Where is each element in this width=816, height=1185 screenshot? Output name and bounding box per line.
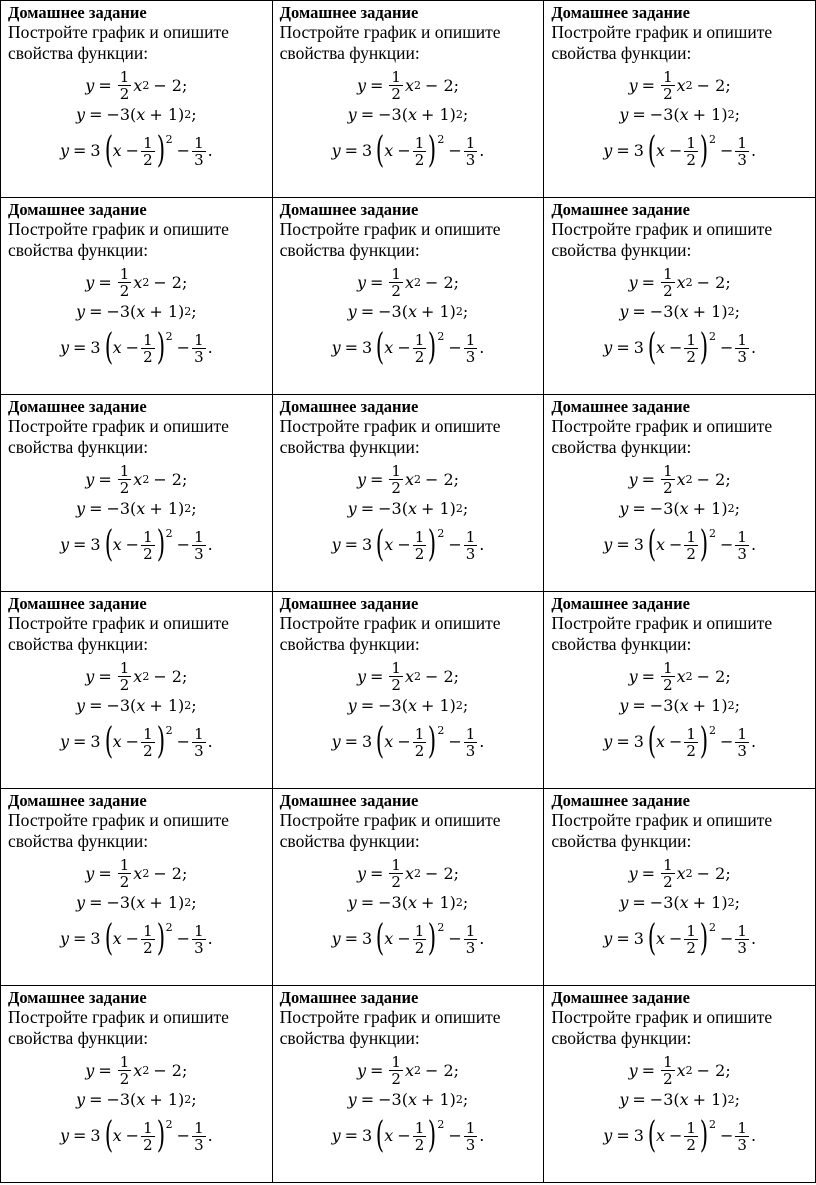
- formula-3: y = 3 ( x − $\frac{1}{2}$ ) 2 − $\frac{1}{3}$ .: [59, 1115, 213, 1156]
- formula-3: y = 3 ( x − $\frac{1}{2}$ ) 2 − $\frac{1}{3}$ .: [603, 1115, 757, 1156]
- card-title: Домашнее задание: [8, 988, 147, 1007]
- fraction: $\frac{1}{3}$: [194, 724, 204, 760]
- homework-card: [1, 789, 273, 986]
- fraction: $\frac{1}{2}$: [119, 856, 130, 891]
- formula-list: [551, 855, 808, 961]
- formula-1: y = $\frac{1}{2}$ x 2 − 2;: [356, 265, 460, 300]
- formula-1: y = $\frac{1}{2}$ x 2 − 2;: [85, 462, 188, 497]
- fraction: $\frac{1}{2}$: [663, 856, 673, 891]
- formula-1: y = $\frac{1}{2}$ x 2 − 2;: [356, 1053, 460, 1088]
- formula-list: [551, 67, 808, 173]
- homework-card: [272, 789, 544, 986]
- fraction: $\frac{1}{2}$: [663, 68, 673, 103]
- card-title: Домашнее задание: [551, 397, 690, 416]
- fraction: $\frac{1}{2}$: [143, 527, 153, 563]
- worksheet-grid-body: [1, 1, 816, 1183]
- fraction: $\frac{1}{2}$: [663, 265, 673, 300]
- formula-3: y = 3 ( x − $\frac{1}{2}$ ) 2 − $\frac{1}{3}$ .: [331, 327, 485, 368]
- card-instruction: Постройте график и опишите свойства функции:: [551, 22, 773, 63]
- homework-card: [1, 395, 273, 592]
- formula-list: [8, 461, 265, 567]
- card-title: Домашнее задание: [8, 200, 147, 219]
- formula-1: y = $\frac{1}{2}$ x 2 − 2;: [628, 462, 731, 497]
- formula-list: [8, 855, 265, 961]
- fraction: $\frac{1}{3}$: [737, 527, 747, 563]
- formula-3: y = 3 ( x − $\frac{1}{2}$ ) 2 − $\frac{1}{3}$ .: [603, 721, 757, 762]
- homework-card: [1, 592, 273, 789]
- fraction: $\frac{1}{3}$: [194, 1118, 204, 1154]
- formula-1: y = $\frac{1}{2}$ x 2 − 2;: [628, 265, 731, 300]
- fraction: $\frac{1}{2}$: [663, 462, 673, 497]
- formula-list: [280, 461, 537, 567]
- card-instruction: Постройте график и опишите свойства функции:: [551, 810, 773, 851]
- fraction: $\frac{1}{2}$: [119, 1053, 130, 1088]
- formula-2: y = −3( x + 1) 2 ;: [76, 105, 197, 124]
- fraction: $\frac{1}{2}$: [686, 1118, 696, 1154]
- fraction: $\frac{1}{3}$: [465, 1118, 476, 1154]
- formula-list: [551, 658, 808, 764]
- formula-1: y = $\frac{1}{2}$ x 2 − 2;: [85, 659, 188, 694]
- homework-card: [272, 592, 544, 789]
- fraction: $\frac{1}{2}$: [119, 462, 130, 497]
- formula-1: y = $\frac{1}{2}$ x 2 − 2;: [356, 856, 460, 891]
- fraction: $\frac{1}{2}$: [686, 724, 696, 760]
- fraction: $\frac{1}{2}$: [143, 133, 153, 169]
- homework-card: [544, 986, 816, 1183]
- formula-list: [280, 67, 537, 173]
- fraction: $\frac{1}{2}$: [414, 1118, 425, 1154]
- fraction: $\frac{1}{2}$: [686, 921, 696, 957]
- fraction: $\frac{1}{3}$: [737, 1118, 747, 1154]
- formula-2: y = −3( x + 1) 2 ;: [347, 893, 469, 912]
- fraction: $\frac{1}{2}$: [414, 724, 425, 760]
- fraction: $\frac{1}{2}$: [414, 921, 425, 957]
- card-title: Домашнее задание: [279, 3, 419, 22]
- fraction: $\frac{1}{2}$: [414, 133, 425, 169]
- fraction: $\frac{1}{3}$: [465, 527, 476, 563]
- fraction: $\frac{1}{3}$: [465, 921, 476, 957]
- card-instruction: Постройте график и опишите свойства функции:: [8, 416, 229, 457]
- formula-3: y = 3 ( x − $\frac{1}{2}$ ) 2 − $\frac{1}{3}$ .: [59, 327, 213, 368]
- card-title: Домашнее задание: [279, 594, 419, 613]
- formula-list: [280, 658, 537, 764]
- homework-card: [272, 986, 544, 1183]
- formula-3: y = 3 ( x − $\frac{1}{2}$ ) 2 − $\frac{1}{3}$ .: [331, 721, 485, 762]
- fraction: $\frac{1}{2}$: [119, 659, 130, 694]
- formula-1: y = $\frac{1}{2}$ x 2 − 2;: [628, 1053, 731, 1088]
- card-row: [1, 789, 816, 986]
- homework-card: [544, 789, 816, 986]
- formula-list: [8, 658, 265, 764]
- formula-3: y = 3 ( x − $\frac{1}{2}$ ) 2 − $\frac{1}{3}$ .: [59, 524, 213, 565]
- fraction: $\frac{1}{3}$: [194, 133, 204, 169]
- formula-2: y = −3( x + 1) 2 ;: [619, 893, 740, 912]
- formula-1: y = $\frac{1}{2}$ x 2 − 2;: [356, 659, 460, 694]
- formula-3: y = 3 ( x − $\frac{1}{2}$ ) 2 − $\frac{1}{3}$ .: [603, 327, 757, 368]
- formula-2: y = −3( x + 1) 2 ;: [76, 893, 197, 912]
- card-title: Домашнее задание: [8, 791, 147, 810]
- card-row: [1, 395, 816, 592]
- fraction: $\frac{1}{3}$: [465, 133, 476, 169]
- formula-3: y = 3 ( x − $\frac{1}{2}$ ) 2 − $\frac{1}{3}$ .: [331, 524, 485, 565]
- card-instruction: Постройте график и опишите свойства функции:: [551, 1007, 773, 1048]
- formula-3: y = 3 ( x − $\frac{1}{2}$ ) 2 − $\frac{1}{3}$ .: [603, 524, 757, 565]
- card-row: [1, 592, 816, 789]
- formula-2: y = −3( x + 1) 2 ;: [347, 302, 469, 321]
- fraction: $\frac{1}{3}$: [194, 330, 204, 366]
- fraction: $\frac{1}{2}$: [686, 527, 696, 563]
- card-row: [1, 1, 816, 198]
- fraction: $\frac{1}{2}$: [686, 133, 696, 169]
- formula-3: y = 3 ( x − $\frac{1}{2}$ ) 2 − $\frac{1}{3}$ .: [603, 130, 757, 171]
- formula-2: y = −3( x + 1) 2 ;: [619, 302, 740, 321]
- homework-card: [272, 395, 544, 592]
- formula-list: [280, 264, 537, 370]
- homework-card: [272, 198, 544, 395]
- card-instruction: Постройте график и опишите свойства функции:: [279, 416, 501, 457]
- card-title: Домашнее задание: [279, 397, 419, 416]
- card-title: Домашнее задание: [551, 3, 690, 22]
- fraction: $\frac{1}{2}$: [391, 265, 401, 300]
- card-instruction: Постройте график и опишите свойства функции:: [8, 1007, 229, 1048]
- card-instruction: Постройте график и опишите свойства функции:: [551, 219, 773, 260]
- formula-3: y = 3 ( x − $\frac{1}{2}$ ) 2 − $\frac{1}{3}$ .: [59, 130, 213, 171]
- card-title: Домашнее задание: [8, 397, 147, 416]
- formula-list: [280, 1052, 537, 1158]
- card-title: Домашнее задание: [8, 594, 147, 613]
- fraction: $\frac{1}{2}$: [119, 68, 130, 103]
- card-instruction: Постройте график и опишите свойства функции:: [8, 22, 229, 63]
- formula-3: y = 3 ( x − $\frac{1}{2}$ ) 2 − $\frac{1}{3}$ .: [331, 1115, 485, 1156]
- fraction: $\frac{1}{3}$: [465, 724, 476, 760]
- formula-list: [551, 1052, 808, 1158]
- fraction: $\frac{1}{2}$: [414, 527, 425, 563]
- fraction: $\frac{1}{2}$: [391, 68, 401, 103]
- homework-card: [272, 1, 544, 198]
- formula-1: y = $\frac{1}{2}$ x 2 − 2;: [85, 856, 188, 891]
- homework-card: [544, 395, 816, 592]
- card-title: Домашнее задание: [551, 594, 690, 613]
- formula-1: y = $\frac{1}{2}$ x 2 − 2;: [628, 856, 731, 891]
- formula-list: [8, 1052, 265, 1158]
- homework-card: [1, 986, 273, 1183]
- formula-1: y = $\frac{1}{2}$ x 2 − 2;: [356, 462, 460, 497]
- formula-2: y = −3( x + 1) 2 ;: [76, 696, 197, 715]
- homework-card: [544, 198, 816, 395]
- formula-list: [551, 461, 808, 567]
- formula-2: y = −3( x + 1) 2 ;: [619, 499, 740, 518]
- card-instruction: Постройте график и опишите свойства функции:: [279, 613, 501, 654]
- formula-2: y = −3( x + 1) 2 ;: [76, 302, 197, 321]
- fraction: $\frac{1}{2}$: [391, 659, 401, 694]
- fraction: $\frac{1}{3}$: [737, 330, 747, 366]
- formula-1: y = $\frac{1}{2}$ x 2 − 2;: [628, 68, 731, 103]
- homework-card: [544, 592, 816, 789]
- formula-1: y = $\frac{1}{2}$ x 2 − 2;: [356, 68, 460, 103]
- fraction: $\frac{1}{3}$: [465, 330, 476, 366]
- card-title: Домашнее задание: [551, 988, 690, 1007]
- fraction: $\frac{1}{3}$: [194, 527, 204, 563]
- formula-1: y = $\frac{1}{2}$ x 2 − 2;: [85, 68, 188, 103]
- card-instruction: Постройте график и опишите свойства функции:: [551, 416, 773, 457]
- fraction: $\frac{1}{3}$: [737, 724, 747, 760]
- card-title: Домашнее задание: [551, 200, 690, 219]
- fraction: $\frac{1}{2}$: [143, 1118, 153, 1154]
- card-row: [1, 198, 816, 395]
- card-title: Домашнее задание: [279, 988, 419, 1007]
- formula-list: [551, 264, 808, 370]
- fraction: $\frac{1}{2}$: [391, 856, 401, 891]
- fraction: $\frac{1}{2}$: [119, 265, 130, 300]
- fraction: $\frac{1}{2}$: [663, 659, 673, 694]
- fraction: $\frac{1}{2}$: [391, 462, 401, 497]
- card-instruction: Постройте график и опишите свойства функции:: [279, 1007, 501, 1048]
- fraction: $\frac{1}{2}$: [663, 1053, 673, 1088]
- formula-3: y = 3 ( x − $\frac{1}{2}$ ) 2 − $\frac{1}{3}$ .: [331, 918, 485, 959]
- fraction: $\frac{1}{2}$: [143, 330, 153, 366]
- formula-2: y = −3( x + 1) 2 ;: [347, 1090, 469, 1109]
- formula-2: y = −3( x + 1) 2 ;: [347, 105, 469, 124]
- fraction: $\frac{1}{3}$: [194, 921, 204, 957]
- fraction: $\frac{1}{2}$: [686, 330, 696, 366]
- card-row: [1, 986, 816, 1183]
- homework-card: [544, 1, 816, 198]
- formula-2: y = −3( x + 1) 2 ;: [619, 1090, 740, 1109]
- card-title: Домашнее задание: [8, 3, 147, 22]
- formula-2: y = −3( x + 1) 2 ;: [76, 499, 197, 518]
- card-instruction: Постройте график и опишите свойства функции:: [8, 613, 229, 654]
- fraction: $\frac{1}{3}$: [737, 921, 747, 957]
- formula-list: [280, 855, 537, 961]
- homework-card: [1, 1, 273, 198]
- card-instruction: Постройте график и опишите свойства функции:: [551, 613, 773, 654]
- card-instruction: Постройте график и опишите свойства функции:: [8, 810, 229, 851]
- formula-2: y = −3( x + 1) 2 ;: [76, 1090, 197, 1109]
- formula-2: y = −3( x + 1) 2 ;: [619, 105, 740, 124]
- card-title: Домашнее задание: [551, 791, 690, 810]
- formula-list: [8, 67, 265, 173]
- formula-1: y = $\frac{1}{2}$ x 2 − 2;: [85, 265, 188, 300]
- formula-2: y = −3( x + 1) 2 ;: [619, 696, 740, 715]
- homework-card: [1, 198, 273, 395]
- formula-3: y = 3 ( x − $\frac{1}{2}$ ) 2 − $\frac{1}{3}$ .: [59, 918, 213, 959]
- card-instruction: Постройте график и опишите свойства функции:: [279, 219, 501, 260]
- formula-1: y = $\frac{1}{2}$ x 2 − 2;: [628, 659, 731, 694]
- fraction: $\frac{1}{2}$: [391, 1053, 401, 1088]
- formula-1: y = $\frac{1}{2}$ x 2 − 2;: [85, 1053, 188, 1088]
- formula-list: [8, 264, 265, 370]
- card-instruction: Постройте график и опишите свойства функции:: [279, 810, 501, 851]
- formula-3: y = 3 ( x − $\frac{1}{2}$ ) 2 − $\frac{1}{3}$ .: [59, 721, 213, 762]
- fraction: $\frac{1}{2}$: [143, 921, 153, 957]
- formula-2: y = −3( x + 1) 2 ;: [347, 499, 469, 518]
- card-title: Домашнее задание: [279, 200, 419, 219]
- formula-2: y = −3( x + 1) 2 ;: [347, 696, 469, 715]
- card-instruction: Постройте график и опишите свойства функции:: [8, 219, 229, 260]
- formula-3: y = 3 ( x − $\frac{1}{2}$ ) 2 − $\frac{1}{3}$ .: [603, 918, 757, 959]
- fraction: $\frac{1}{2}$: [143, 724, 153, 760]
- card-title: Домашнее задание: [279, 791, 419, 810]
- card-instruction: Постройте график и опишите свойства функции:: [279, 22, 501, 63]
- formula-3: y = 3 ( x − $\frac{1}{2}$ ) 2 − $\frac{1}{3}$ .: [331, 130, 485, 171]
- fraction: $\frac{1}{2}$: [414, 330, 425, 366]
- fraction: $\frac{1}{3}$: [737, 133, 747, 169]
